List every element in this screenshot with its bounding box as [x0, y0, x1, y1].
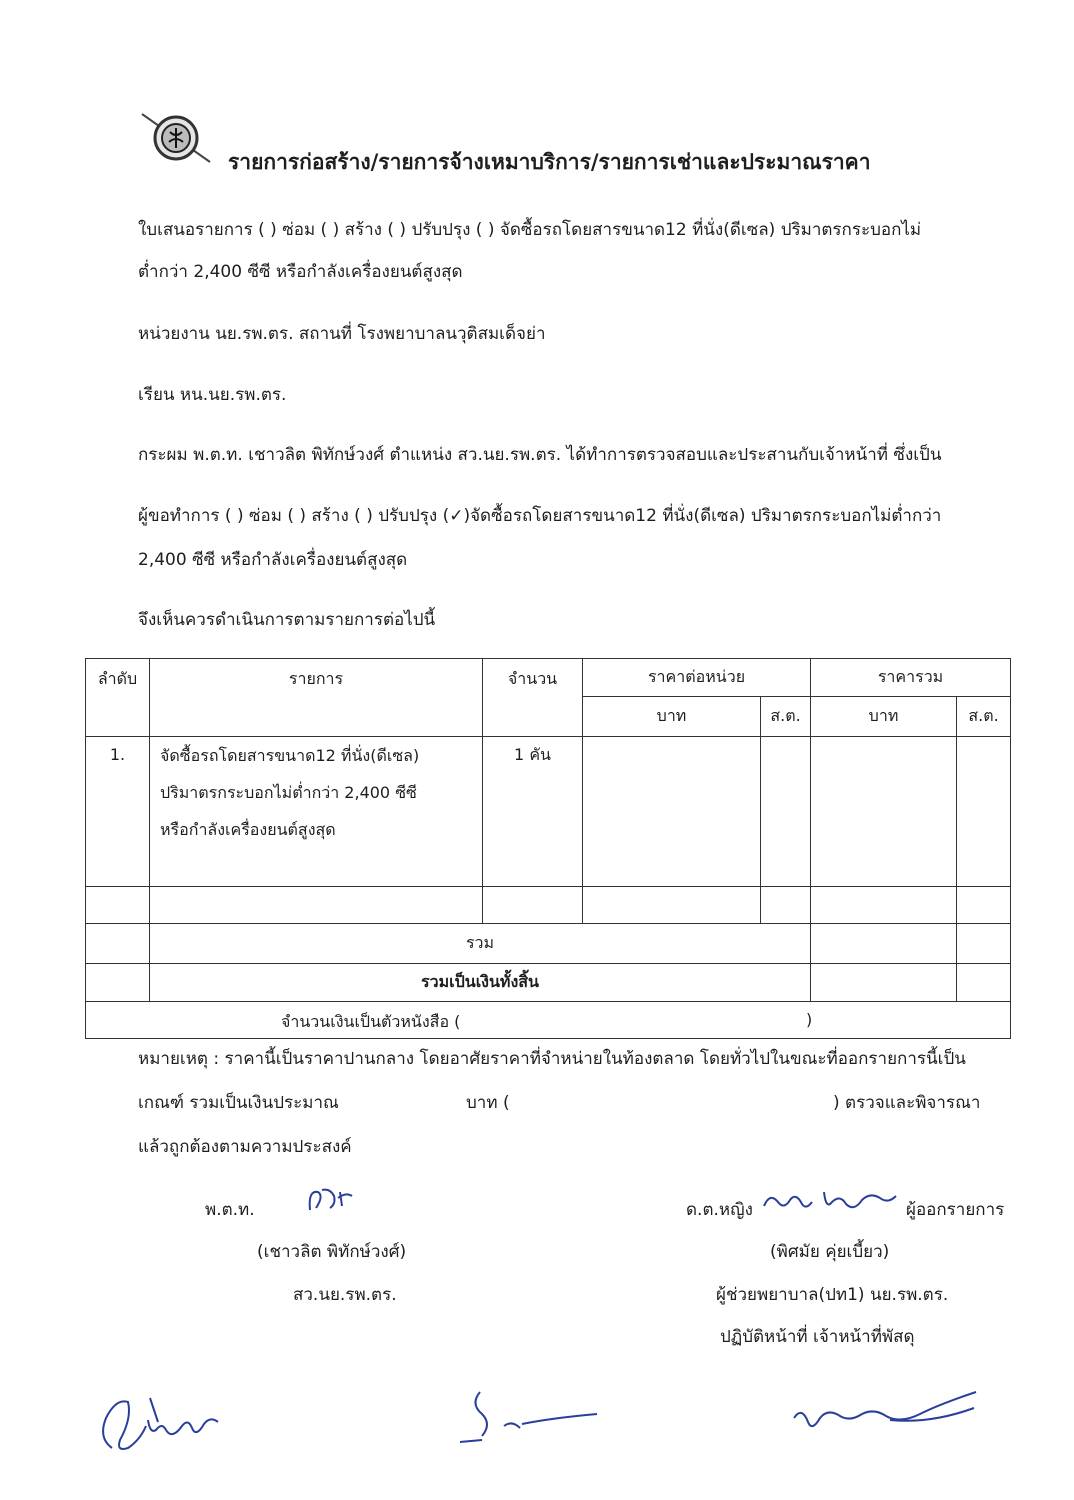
header-no: ลำดับ [86, 659, 150, 737]
bottom-initial-right [790, 1384, 980, 1444]
note-line-3: แล้วถูกต้องตามความประสงค์ [138, 1137, 352, 1157]
header-item: รายการ [150, 659, 483, 737]
sum-label: รวม [150, 924, 811, 964]
right-signer-role: ผู้ออกรายการ [906, 1200, 1005, 1220]
right-signer-position-2: ปฏิบัติหน้าที่ เจ้าหน้าที่พัสดุ [720, 1327, 915, 1347]
proposal-line-1: ใบเสนอรายการ ( ) ซ่อม ( ) สร้าง ( ) ปรับปรุง ( ) จัดซื้อรถโดยสารขนาด12 ที่นั่ง(ดีเซล) ปริมาตรกระบอกไม่ [138, 220, 922, 240]
body-line-1: กระผม พ.ต.ท. เชาวลิต พิทักษ์วงศ์ ตำแหน่ง สว.นย.รพ.ตร. ได้ทำการตรวจสอบและประสานกับเจ้าหน้าที่ ซึ่งเป็น [138, 445, 942, 465]
document-title: รายการก่อสร้าง/รายการจ้างเหมาบริการ/รายการเช่าและประมาณราคา [228, 150, 871, 174]
sum-row [86, 924, 1011, 964]
unit-location-line: หน่วยงาน นย.รพ.ตร. สถานที่ โรงพยาบาลนวุติสมเด็จย่า [138, 324, 546, 344]
header-total-satang: ส.ต. [957, 697, 1011, 737]
header-unit-price: ราคาต่อหน่วย [583, 659, 811, 697]
grand-total-row [86, 964, 1011, 1002]
row-desc-line-1: จัดซื้อรถโดยสารขนาด12 ที่นั่ง(ดีเซล) [160, 746, 420, 765]
header-total-baht: บาท [811, 697, 957, 737]
note-line-2-baht: บาท ( [466, 1093, 510, 1113]
header-total-price: ราคารวม [811, 659, 1011, 697]
note-line-1: หมายเหตุ : ราคานี้เป็นราคาปานกลาง โดยอาศัยราคาที่จำหน่ายในท้องตลาด โดยทั่วไปในขณะที่ออกรายการนี้เป็น [138, 1049, 966, 1069]
left-signer-position: สว.นย.รพ.ตร. [293, 1285, 397, 1305]
right-signer-rank: ด.ต.หญิง [686, 1200, 753, 1220]
body-line-4: จึงเห็นควรดำเนินการตามรายการต่อไปนี้ [138, 610, 436, 630]
amount-in-words-close: ) [806, 1010, 813, 1029]
row-unit-satang [761, 737, 811, 887]
note-line-2-estimate: เกณฑ์ รวมเป็นเงินประมาณ [138, 1093, 339, 1113]
right-signature [760, 1182, 900, 1222]
right-signer-name: (พิศมัย คุ่ยเบี้ยว) [770, 1242, 890, 1262]
right-signer-position-1: ผู้ช่วยพยาบาล(ปท1) นย.รพ.ตร. [716, 1285, 949, 1305]
bottom-initial-middle [452, 1384, 602, 1454]
row-desc-line-3: หรือกำลังเครื่องยนต์สูงสุด [160, 820, 336, 839]
amount-in-words-row [86, 1002, 1011, 1039]
table-row [86, 737, 1011, 887]
left-signer-rank: พ.ต.ท. [205, 1200, 255, 1220]
row-total-baht [811, 737, 957, 887]
note-line-2-review: ) ตรวจและพิจารณา [833, 1093, 981, 1113]
header-qty: จำนวน [483, 659, 583, 737]
row-description [150, 737, 483, 887]
police-hospital-emblem [140, 108, 212, 168]
left-signer-name: (เชาวลิต พิทักษ์วงศ์) [257, 1242, 407, 1262]
addressee-line: เรียน หน.นย.รพ.ตร. [138, 385, 287, 405]
body-line-3: 2,400 ซีซี หรือกำลังเครื่องยนต์สูงสุด [138, 550, 408, 570]
header-unit-satang: ส.ต. [761, 697, 811, 737]
left-signature [300, 1180, 360, 1220]
row-desc-line-2: ปริมาตรกระบอกไม่ต่ำกว่า 2,400 ซีซี [160, 783, 417, 802]
grand-total-label: รวมเป็นเงินทั้งสิ้น [150, 964, 811, 1002]
items-table [85, 658, 1011, 1039]
proposal-line-2: ต่ำกว่า 2,400 ซีซี หรือกำลังเครื่องยนต์สูงสุด [138, 262, 463, 282]
body-line-2: ผู้ขอทำการ ( ) ซ่อม ( ) สร้าง ( ) ปรับปรุง (✓)จัดซื้อรถโดยสารขนาด12 ที่นั่ง(ดีเซล) ปริมาตรกระบอกไม่ต่ำกว่า [138, 506, 942, 526]
header-unit-baht: บาท [583, 697, 761, 737]
row-no: 1. [86, 737, 150, 887]
row-unit-baht [583, 737, 761, 887]
row-qty: 1 คัน [483, 737, 583, 887]
amount-in-words-label: จำนวนเงินเป็นตัวหนังสือ ( [281, 1012, 461, 1031]
blank-row [86, 887, 1011, 924]
bottom-initial-left [92, 1378, 232, 1458]
row-total-satang [957, 737, 1011, 887]
